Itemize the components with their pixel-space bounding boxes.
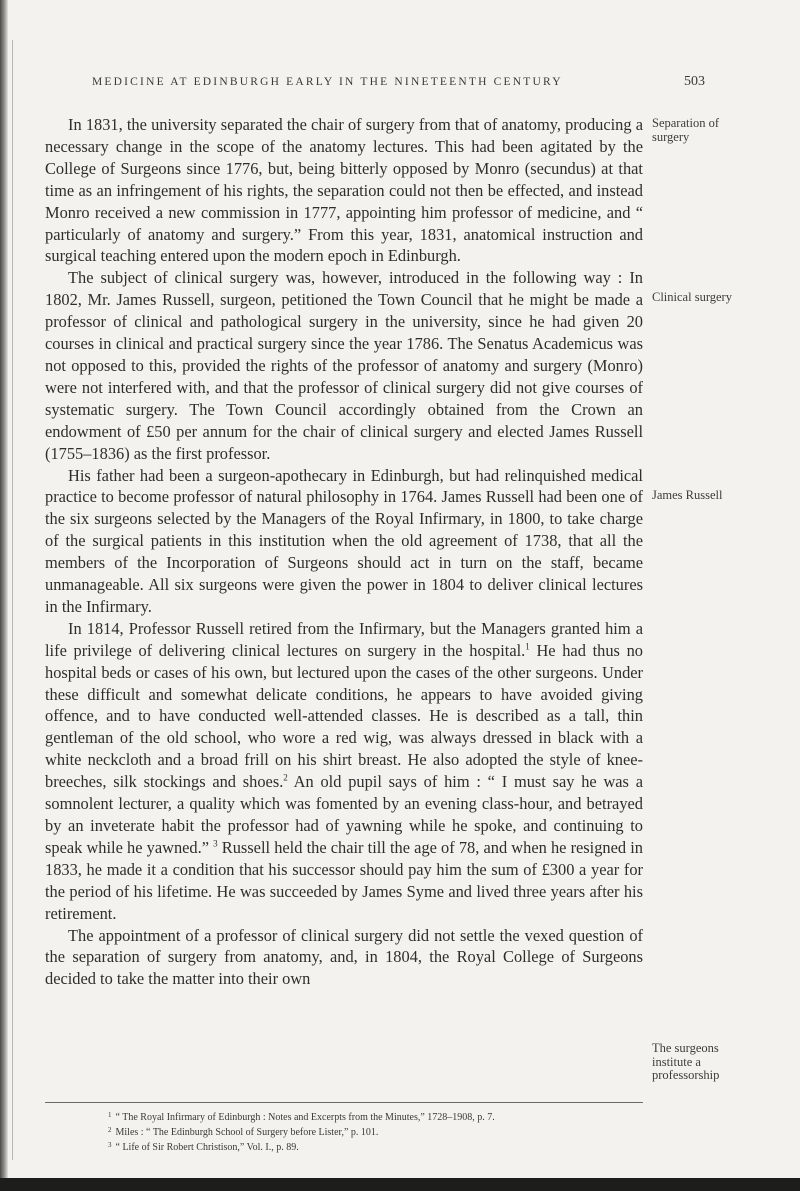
footnote-3 <box>108 1139 628 1154</box>
margin-note-surgeons-professorship: The surgeons institute a professorship <box>652 1041 720 1082</box>
running-head: MEDICINE AT EDINBURGH EARLY IN THE NINETEENTH CENTURY <box>92 76 563 88</box>
footnote-ref-1[interactable]: 1 <box>525 641 530 652</box>
paragraph-4-text: In 1814, Professor Russell retired from the Infirmary, but the Managers granted him a life privilege of delivering clinical lectures on surgery in the hospital. <box>45 618 643 660</box>
footnote-mark-2: 2 <box>108 1126 112 1134</box>
margin-note-separation: Separation of surgery <box>652 116 719 144</box>
footnote-2-text: Miles : “ The Edinburgh School of Surgery before Lister,” p. 101. <box>115 1127 379 1138</box>
gutter-rule <box>12 40 13 1160</box>
paragraph-4 <box>45 618 643 925</box>
footnote-2 <box>108 1124 628 1139</box>
footnote-1-text: “ The Royal Infirmary of Edinburgh : Notes and Excerpts from the Minutes,” 1728–1908, p. 7. <box>115 1112 495 1123</box>
footnote-mark-1: 1 <box>108 1111 112 1119</box>
binding-gutter <box>0 0 8 1191</box>
footnotes <box>108 1109 628 1154</box>
paragraph-4-end: Russell held the chair till the age of 78, and when he resigned in 1833, he made it a condition that his successor should pay him the sum of £300 a year for the period of his lifetime. He was succeeded by James Syme and lived three years after his retirement. <box>45 837 643 923</box>
scan-bottom-edge <box>0 1178 800 1191</box>
paragraph-1: In 1831, the university separated the chair of surgery from that of anatomy, producing a necessary change in the scope of the anatomy lectures. This had been agitated by the College of Surgeons since 1776, but, being bitterly opposed by Monro (secundus) at that time as an infringement of his rights, the separation could not then be effected, and instead Monro received a new commission in 1777, appointing him professor of medicine, and “ particularly of anatomy and surgery.” From this year, 1831, anatomical instruction and surgical teaching entered upon the modern epoch in Edinburgh. <box>45 115 643 266</box>
footnote-3-text: “ Life of Sir Robert Christison,” Vol. I., p. 89. <box>115 1142 299 1153</box>
margin-note-clinical-surgery: Clinical surgery <box>652 290 732 304</box>
body-text <box>45 114 643 990</box>
margin-note-james-russell: James Russell <box>652 488 723 502</box>
paragraph-4-quote: An old pupil says of him : “ I must say he was a somnolent lecturer, a quality which was fomented by an evening class-hour, and betrayed by an inveterate habit the professor had of yawning while he spoke, and continuing to speak while he yawned.” <box>45 772 643 857</box>
footnote-divider <box>45 1102 643 1103</box>
footnote-ref-3[interactable]: 3 <box>213 838 218 849</box>
paragraph-5: The appointment of a professor of clinical surgery did not settle the vexed question of the separation of surgery from anatomy, and, in 1804, the Royal College of Surgeons decided to take the matter into their own <box>45 925 643 989</box>
page-number: 503 <box>684 74 705 89</box>
paragraph-2: The subject of clinical surgery was, however, introduced in the following way : In 1802, Mr. James Russell, surgeon, petitioned the Town Council that he might be made a professor of clinical and pathological surgery in the university, since he had given 20 courses in clinical and practical surgery since the year 1786. The Senatus Academicus was not opposed to this, provided the rights of the professor of anatomy and surgery (Monro) were not interfered with, and that the professor of clinical surgery did not give courses of systematic surgery. The Town Council accordingly obtained from the Crown an endowment of £50 per annum for the chair of clinical surgery and elected James Russell (1755–1836) as the first professor. <box>45 268 643 463</box>
footnote-ref-2[interactable]: 2 <box>283 772 288 783</box>
footnote-mark-3: 3 <box>108 1141 112 1149</box>
paragraph-4-cont: He had thus no hospital beds or cases of his own, but lectured upon the cases of the other surgeons. Under these difficult and somewhat delicate conditions, he appears to have avoided giving offence, and to have conducted well-attended classes. He is described as a tall, thin gentleman of the old school, who wore a red wig, was always dressed in black with a white neckcloth and a broad frill on his shirt breast. He also adopted the style of knee-breeches, silk stockings and shoes. <box>45 640 643 792</box>
paragraph-3: His father had been a surgeon-apothecary in Edinburgh, but had relinquished medical practice to become professor of natural philosophy in 1764. James Russell had been one of the six surgeons selected by the Managers of the Royal Infirmary, in 1800, to take charge of the surgical patients in this institution when the old agreement of 1738, that all the members of the Incorporation of Surgeons should act in turn on the staff, became unmanageable. All six surgeons were given the power in 1804 to deliver clinical lectures in the Infirmary. <box>45 465 643 616</box>
footnote-1 <box>108 1109 628 1124</box>
